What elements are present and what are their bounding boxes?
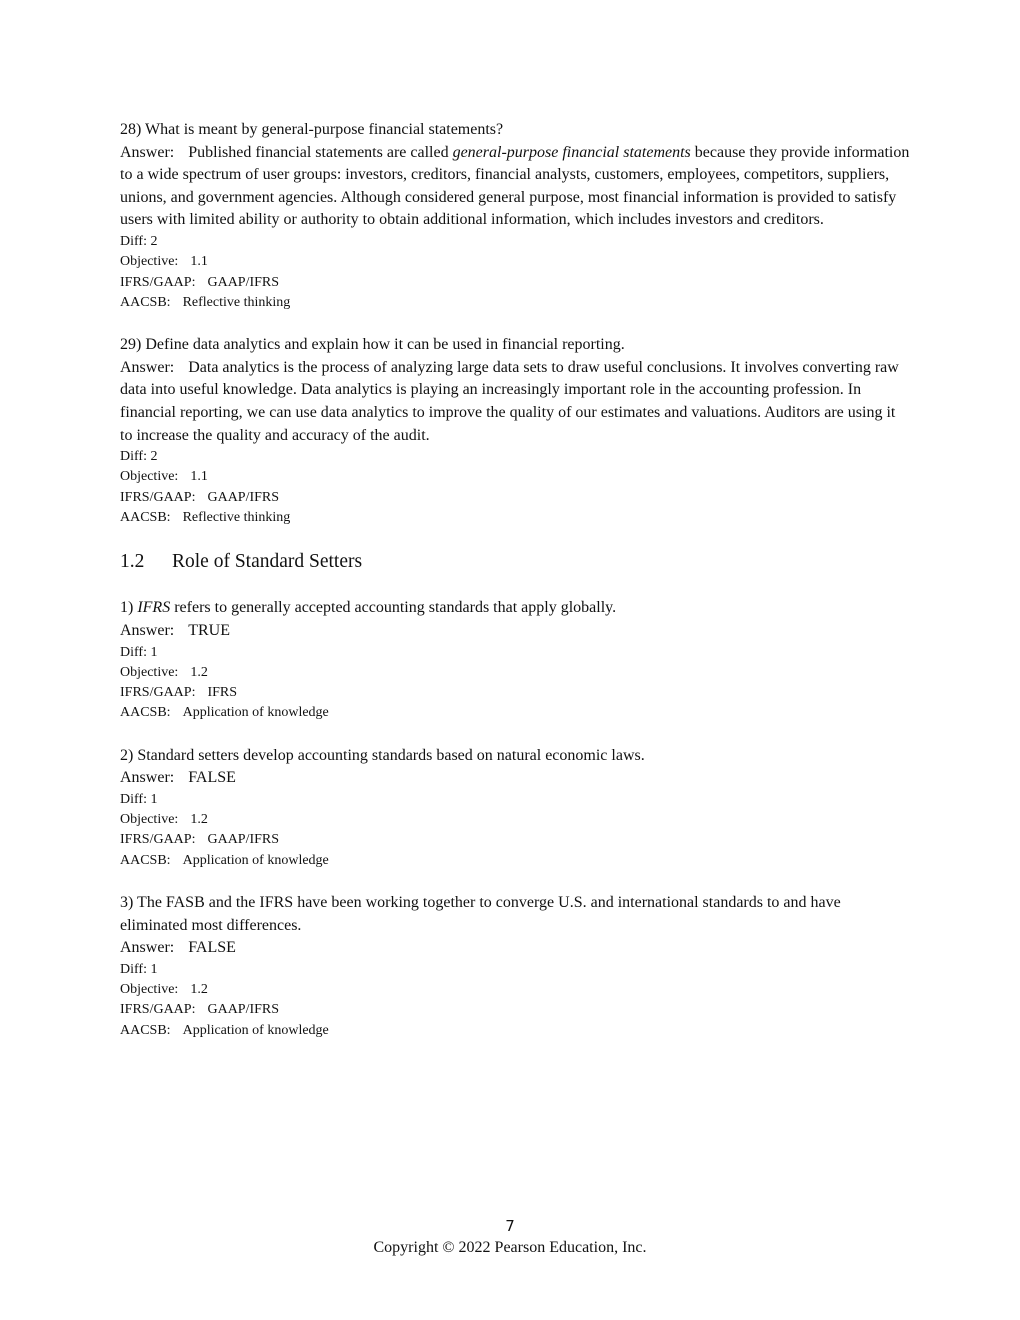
answer-text: [120, 937, 910, 960]
question-item-2: [120, 745, 910, 871]
aacsb-value: Application of knowledge: [182, 852, 329, 868]
aacsb-label: AACSB:: [120, 510, 171, 526]
ifrs-gaap-label: IFRS/GAAP:: [120, 832, 196, 848]
answer-label: Answer:: [120, 621, 175, 639]
aacsb-label: AACSB:: [120, 294, 171, 310]
section-heading: [120, 549, 910, 575]
copyright-notice: Copyright © 2022 Pearson Education, Inc.: [373, 1239, 647, 1256]
question-item-28: [120, 119, 910, 313]
aacsb-line: [120, 703, 910, 723]
answer-body-emphasis: general-purpose financial statements: [452, 143, 691, 161]
objective-value: 1.2: [190, 664, 208, 680]
answer-body: Data analytics is the process of analyzing large data sets to draw useful conclusions. It involves converting raw data into useful knowledge. Data analytics is playing an increasingly important role in the accounting profession. In financial reporting, we can use data analytics to improve the quality of our estimates and valuations. Auditors are using it to increase the quality and accuracy of the audit.: [120, 358, 899, 444]
answer-label: Answer:: [120, 143, 175, 161]
aacsb-label: AACSB:: [120, 852, 171, 868]
ifrs-gaap-value: IFRS: [207, 685, 238, 701]
aacsb-value: Reflective thinking: [182, 294, 291, 310]
ifrs-gaap-value: GAAP/IFRS: [207, 274, 280, 290]
question-text: 2) Standard setters develop accounting standards based on natural economic laws.: [120, 746, 645, 764]
objective-value: 1.2: [190, 982, 208, 998]
ifrs-gaap-label: IFRS/GAAP:: [120, 489, 196, 505]
aacsb-value: Application of knowledge: [182, 1022, 329, 1038]
test-bank-page: [120, 119, 910, 1062]
objective-label: Objective:: [120, 664, 179, 680]
ifrs-gaap-value: GAAP/IFRS: [207, 1002, 280, 1018]
diff-line: Diff: 1: [120, 644, 158, 660]
objective-value: 1.1: [190, 469, 208, 485]
question-text: 3) The FASB and the IFRS have been working together to converge U.S. and international standards to and have eliminated most differences.: [120, 894, 841, 934]
question-item-1: [120, 597, 910, 723]
diff-line: Diff: 1: [120, 961, 158, 977]
aacsb-label: AACSB:: [120, 705, 171, 721]
objective-line: [120, 980, 910, 1000]
answer-body: FALSE: [188, 939, 236, 957]
answer-body-pre: Published financial statements are called: [188, 143, 453, 161]
question-text: 28) What is meant by general-purpose financial statements?: [120, 121, 504, 138]
objective-value: 1.1: [190, 254, 208, 270]
ifrs-gaap-line: [120, 683, 910, 703]
aacsb-line: [120, 508, 910, 528]
question-text: 29) Define data analytics and explain how it can be used in financial reporting.: [120, 336, 625, 354]
answer-text: [120, 767, 910, 790]
answer-label: Answer:: [120, 769, 175, 787]
question-emphasis: IFRS: [137, 599, 171, 617]
diff-line: Diff: 2: [120, 233, 158, 249]
objective-label: Objective:: [120, 812, 179, 828]
answer-body: FALSE: [188, 769, 236, 787]
ifrs-gaap-value: GAAP/IFRS: [207, 832, 280, 848]
page-number: 7: [505, 1217, 515, 1235]
aacsb-label: AACSB:: [120, 1022, 171, 1038]
ifrs-gaap-line: [120, 488, 910, 508]
question-item-3: [120, 892, 910, 1041]
question-text: [120, 597, 910, 620]
ifrs-gaap-value: GAAP/IFRS: [207, 489, 280, 505]
question-pre: 1): [120, 599, 138, 617]
diff-line: Diff: 1: [120, 791, 158, 807]
aacsb-value: Reflective thinking: [182, 510, 291, 526]
question-item-29: [120, 334, 910, 528]
ifrs-gaap-line: [120, 830, 910, 850]
question-post: refers to generally accepted accounting standards that apply globally.: [170, 599, 617, 617]
ifrs-gaap-line: [120, 1000, 910, 1020]
ifrs-gaap-label: IFRS/GAAP:: [120, 1002, 196, 1018]
ifrs-gaap-line: [120, 273, 910, 293]
answer-body: TRUE: [188, 621, 230, 639]
answer-label: Answer:: [120, 939, 175, 957]
section-title: Role of Standard Setters: [172, 551, 363, 573]
aacsb-line: [120, 851, 910, 871]
objective-value: 1.2: [190, 812, 208, 828]
objective-line: [120, 252, 910, 272]
objective-label: Objective:: [120, 469, 179, 485]
objective-line: [120, 467, 910, 487]
ifrs-gaap-label: IFRS/GAAP:: [120, 274, 196, 290]
objective-label: Objective:: [120, 982, 179, 998]
objective-label: Objective:: [120, 254, 179, 270]
answer-label: Answer:: [120, 358, 175, 376]
objective-line: [120, 663, 910, 683]
diff-line: Diff: 2: [120, 449, 158, 465]
section-number: 1.2: [120, 551, 145, 573]
answer-text: [120, 142, 910, 232]
aacsb-value: Application of knowledge: [182, 705, 329, 721]
objective-line: [120, 810, 910, 830]
aacsb-line: [120, 293, 910, 313]
answer-text: [120, 357, 910, 447]
answer-text: [120, 620, 910, 643]
answer-body-post: because they provide information to a wide spectrum of user groups: investors, creditors, financial analysts, customers, employees, competitors, suppliers, unions, and government agencies. Although considered general purpose, most financial information is provided to satisfy users with limited ability or authority to obtain additional information, which includes investors and creditors.: [120, 143, 910, 229]
ifrs-gaap-label: IFRS/GAAP:: [120, 685, 196, 701]
aacsb-line: [120, 1021, 910, 1041]
